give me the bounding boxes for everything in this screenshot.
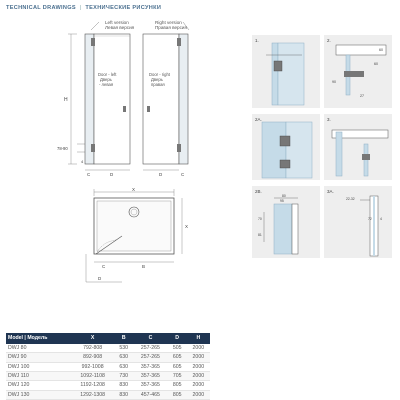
- detail-1-panel: [252, 35, 320, 108]
- cell-b: 630: [114, 362, 133, 371]
- glass-section: [373, 196, 375, 256]
- glass-panel: [272, 43, 278, 105]
- detail-label: 3.: [327, 117, 331, 122]
- cell-b: 830: [114, 390, 133, 399]
- cell-c: 257-265: [133, 344, 168, 353]
- detail-dimension: 27: [360, 94, 364, 98]
- cell-b: 630: [114, 353, 133, 362]
- cell-c: 257-265: [133, 353, 168, 362]
- detail-2-panel: [324, 35, 392, 108]
- cell-h: 2000: [187, 353, 210, 362]
- cell-d: 805: [168, 390, 187, 399]
- cell-model: DWJ 120: [6, 381, 71, 390]
- plan-view-drawing: [82, 188, 202, 288]
- cell-h: 2000: [187, 371, 210, 380]
- header-h: H: [187, 333, 210, 344]
- title-ru: ТЕХНИЧЕСКИЕ РИСУНКИ: [85, 5, 162, 11]
- cell-b: 530: [114, 344, 133, 353]
- detail-label: 3A.: [327, 189, 334, 194]
- dimension-d-label: D: [110, 172, 114, 177]
- detail-label: 2.: [327, 38, 331, 43]
- hinge-detail: [280, 160, 290, 168]
- cell-c: 357-365: [133, 381, 168, 390]
- cell-d: 705: [168, 371, 187, 380]
- door-handle: [147, 106, 150, 112]
- dimension-h-label: H: [64, 97, 68, 103]
- bracket: [344, 71, 364, 77]
- page-title: [6, 5, 161, 11]
- table-row: [6, 381, 210, 390]
- door-left-label-ru: Дверь: [100, 77, 112, 82]
- cell-model: DWJ 110: [6, 371, 71, 380]
- leader-line: [91, 22, 99, 30]
- hinge: [177, 38, 181, 46]
- detail-dimension: 81: [258, 233, 262, 237]
- glass-door: [286, 122, 312, 178]
- door-elevation-drawing: [55, 16, 215, 181]
- profile-side: [292, 204, 298, 254]
- cell-model: DWJ 90: [6, 353, 71, 362]
- right-version-label-ru: Правая версия: [155, 25, 187, 30]
- door-left-label-ru2: - левая: [99, 82, 114, 87]
- cell-h: 2000: [187, 362, 210, 371]
- detail-dimension: 90: [332, 80, 336, 84]
- tray-inner: [97, 201, 171, 251]
- hinge: [91, 38, 95, 46]
- cell-d: 505: [168, 344, 187, 353]
- right-door-glass: [143, 34, 179, 164]
- cell-h: 2000: [187, 344, 210, 353]
- left-door-glass: [94, 34, 130, 164]
- header-x: X: [71, 333, 114, 344]
- table-row: [6, 344, 210, 353]
- detail-background: [324, 114, 392, 180]
- glass-panel: [274, 204, 292, 254]
- detail-dimension: 70: [258, 217, 262, 221]
- title-separator: |: [79, 5, 82, 11]
- dimension-c-label: C: [87, 172, 91, 177]
- cell-c: 457-465: [133, 390, 168, 399]
- detail-2b-panel: [252, 186, 320, 258]
- glass-section: [336, 132, 342, 176]
- header-b: B: [114, 333, 133, 344]
- left-version-label-ru: Левая версия: [105, 25, 135, 30]
- detail-dimension: 95: [280, 199, 284, 203]
- detail-label: 2A.: [255, 117, 262, 122]
- cell-h: 2000: [187, 381, 210, 390]
- hinge: [177, 144, 181, 152]
- door-right-label: Door - right: [149, 72, 170, 77]
- detail-dimension: 4: [380, 217, 382, 221]
- door-right-label-ru2: правая: [151, 82, 165, 87]
- header-d: D: [168, 333, 187, 344]
- cell-d: 805: [168, 381, 187, 390]
- title-en: TECHNICAL DRAWINGS: [6, 5, 76, 11]
- dimension-x-label-vertical: X: [185, 224, 189, 229]
- dimension-c-label: C: [102, 264, 106, 269]
- door-handle: [123, 106, 126, 112]
- cell-b: 830: [114, 381, 133, 390]
- table-row: [6, 362, 210, 371]
- dimension-c-label-right: C: [181, 172, 185, 177]
- cell-model: DWJ 130: [6, 390, 71, 399]
- detail-label: 2B.: [255, 189, 262, 194]
- cell-model: DWJ 80: [6, 344, 71, 353]
- cell-x: 992-1008: [71, 362, 114, 371]
- header-model: Model | Модель: [6, 333, 71, 344]
- dimension-x-label: X: [132, 188, 136, 192]
- door-right-label-ru: Дверь: [151, 77, 163, 82]
- cell-x: 1192-1208: [71, 381, 114, 390]
- detail-dimension: 60: [374, 62, 378, 66]
- table-row: [6, 371, 210, 380]
- detail-dimension: 72: [368, 217, 372, 221]
- cell-model: DWJ 100: [6, 362, 71, 371]
- right-door-assembly: [143, 34, 188, 164]
- cell-c: 357-365: [133, 362, 168, 371]
- detail-label: 1.: [255, 38, 259, 43]
- dimension-d-label: D: [98, 276, 102, 281]
- dimension-range-label: 78-90: [57, 146, 68, 151]
- dimension-4-label: 4: [81, 159, 84, 164]
- hinge-detail: [274, 61, 282, 71]
- hinge-detail: [280, 136, 290, 146]
- cell-d: 605: [168, 362, 187, 371]
- detail-3a-panel: [324, 186, 392, 258]
- detail-background: [324, 186, 392, 258]
- cell-x: 1292-1308: [71, 390, 114, 399]
- detail-dimension: 80: [282, 194, 286, 198]
- cell-x: 792-808: [71, 344, 114, 353]
- table-row: [6, 353, 210, 362]
- dimension-b-label: B: [142, 264, 146, 269]
- glass-door: [278, 43, 304, 105]
- header-c: C: [133, 333, 168, 344]
- dimension-d-label-right: D: [159, 172, 163, 177]
- bracket: [362, 154, 370, 160]
- right-version-label: Right version: [155, 20, 182, 25]
- cell-x: 892-908: [71, 353, 114, 362]
- left-door-assembly: [85, 34, 130, 164]
- table-row: [6, 390, 210, 399]
- detail-3-panel: [324, 114, 392, 180]
- glass-panel: [262, 122, 286, 178]
- spec-table: [6, 333, 210, 400]
- cell-c: 357-365: [133, 371, 168, 380]
- door-left-label: Door - left: [98, 72, 117, 77]
- cell-d: 605: [168, 353, 187, 362]
- cell-h: 2000: [187, 390, 210, 399]
- spec-table-header-row: [6, 333, 210, 344]
- left-version-label: Left version: [105, 20, 129, 25]
- detail-dimension: 22-32: [346, 197, 355, 201]
- detail-dimension: 60: [379, 48, 383, 52]
- cell-x: 1092-1108: [71, 371, 114, 380]
- hinge: [91, 144, 95, 152]
- cell-b: 730: [114, 371, 133, 380]
- detail-2a-panel: [252, 114, 320, 180]
